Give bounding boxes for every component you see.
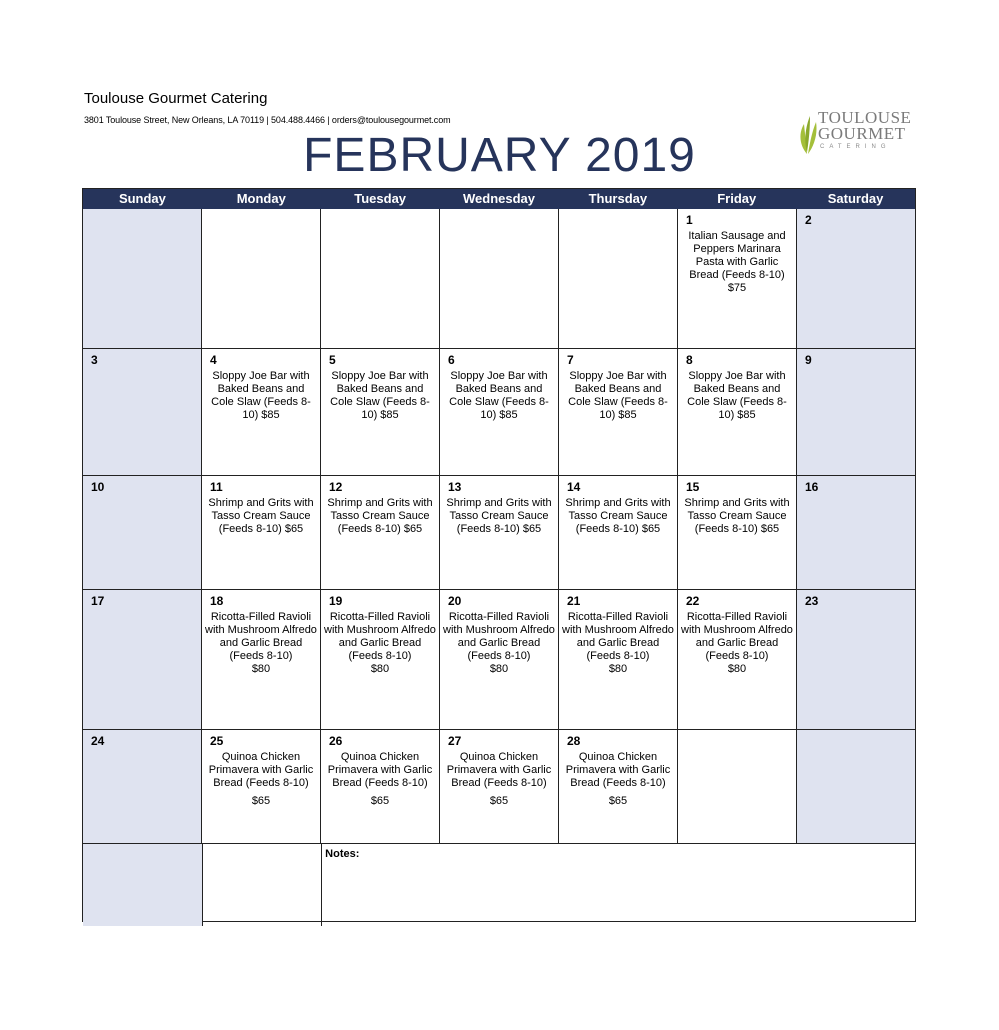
weekday-header: Tuesday	[354, 191, 407, 206]
calendar-day-cell[interactable]	[201, 590, 320, 729]
calendar-day-cell[interactable]	[677, 476, 796, 589]
day-number: 9	[805, 353, 812, 367]
menu-item: Italian Sausage and Peppers Marinara Pasta with Garlic Bread (Feeds 8-10)	[688, 230, 786, 281]
menu-item: Ricotta-Filled Ravioli with Mushroom Alfredo and Garlic Bread (Feeds 8-10)	[562, 611, 674, 662]
calendar-day-cell[interactable]	[83, 730, 201, 843]
day-number: 12	[329, 480, 343, 494]
calendar-day-cell[interactable]	[796, 349, 915, 475]
day-number: 20	[448, 594, 462, 608]
calendar-day-cell[interactable]	[558, 209, 677, 348]
logo-wordmark-line3: CATERING	[820, 144, 891, 150]
day-number: 24	[91, 734, 105, 748]
calendar-day-cell[interactable]	[83, 476, 201, 589]
notes-area[interactable]	[321, 844, 915, 926]
menu-item: Ricotta-Filled Ravioli with Mushroom Alfredo and Garlic Bread (Feeds 8-10)	[205, 611, 317, 662]
menu-item: Shrimp and Grits with Tasso Cream Sauce (Feeds 8-10) $65	[684, 497, 790, 535]
menu-item: Ricotta-Filled Ravioli with Mushroom Alfredo and Garlic Bread (Feeds 8-10)	[681, 611, 793, 662]
day-number: 11	[210, 480, 223, 494]
menu-price: $65	[608, 795, 628, 807]
menu-item: Quinoa Chicken Primavera with Garlic Bread (Feeds 8-10)	[446, 751, 552, 789]
day-number: 17	[91, 594, 105, 608]
day-number	[202, 209, 320, 227]
day-number: 16	[805, 480, 819, 494]
menu-price: $80	[370, 663, 390, 675]
day-number	[678, 730, 796, 748]
weekday-header-row	[83, 189, 915, 209]
calendar-day-cell[interactable]	[558, 590, 677, 729]
calendar-week-row	[83, 348, 915, 475]
menu-item: Quinoa Chicken Primavera with Garlic Bread (Feeds 8-10)	[327, 751, 433, 789]
menu-price: $65	[370, 795, 390, 807]
menu-price: $80	[727, 663, 747, 675]
day-number: 23	[805, 594, 819, 608]
calendar-day-cell[interactable]	[796, 476, 915, 589]
calendar-day-cell[interactable]	[320, 590, 439, 729]
calendar-day-cell[interactable]	[677, 349, 796, 475]
weekday-header: Wednesday	[463, 191, 536, 206]
day-number	[440, 209, 558, 227]
day-number: 5	[329, 353, 336, 367]
day-number: 4	[210, 353, 217, 367]
day-number	[321, 209, 439, 227]
weekday-header: Thursday	[588, 191, 648, 206]
menu-item: Shrimp and Grits with Tasso Cream Sauce (Feeds 8-10) $65	[208, 497, 314, 535]
calendar-day-cell[interactable]	[439, 476, 558, 589]
calendar-day-cell[interactable]	[83, 349, 201, 475]
calendar-day-cell[interactable]	[677, 590, 796, 729]
logo-wordmark-line2: GOURMET	[818, 124, 906, 143]
menu-item: Ricotta-Filled Ravioli with Mushroom Alfredo and Garlic Bread (Feeds 8-10)	[324, 611, 436, 662]
day-number: 10	[91, 480, 105, 494]
weekday-header: Saturday	[827, 191, 884, 206]
calendar-week-row	[83, 729, 915, 843]
calendar-week-row	[83, 475, 915, 589]
calendar-day-cell[interactable]	[796, 730, 915, 843]
calendar-day-cell[interactable]	[202, 844, 322, 926]
menu-item: Sloppy Joe Bar with Baked Beans and Cole Slaw (Feeds 8-10) $85	[568, 370, 668, 421]
weekday-header: Friday	[717, 191, 757, 206]
day-number: 27	[448, 734, 462, 748]
calendar-day-cell[interactable]	[558, 476, 677, 589]
company-logo	[796, 108, 921, 160]
company-contact-line: 3801 Toulouse Street, New Orleans, LA 70119 | 504.488.4466 | orders@toulousegourmet.com	[84, 115, 451, 125]
calendar-day-cell[interactable]	[83, 209, 201, 348]
calendar-day-cell[interactable]	[558, 349, 677, 475]
calendar-day-cell[interactable]	[796, 590, 915, 729]
day-number: 2	[805, 213, 812, 227]
menu-item: Quinoa Chicken Primavera with Garlic Bread (Feeds 8-10)	[565, 751, 671, 789]
day-number: 7	[567, 353, 574, 367]
day-number: 21	[567, 594, 581, 608]
month-title: FEBRUARY 2019	[303, 129, 696, 182]
day-number: 19	[329, 594, 343, 608]
menu-item: Sloppy Joe Bar with Baked Beans and Cole Slaw (Feeds 8-10) $85	[687, 370, 787, 421]
weekday-header: Sunday	[118, 191, 166, 206]
day-number: 15	[686, 480, 700, 494]
day-number: 14	[567, 480, 581, 494]
day-number: 25	[210, 734, 224, 748]
weekday-header: Monday	[236, 191, 286, 206]
calendar-day-cell[interactable]	[201, 730, 320, 843]
day-number: 1	[686, 213, 693, 227]
calendar-day-cell[interactable]	[558, 730, 677, 843]
day-number	[559, 209, 677, 227]
menu-item: Quinoa Chicken Primavera with Garlic Bread (Feeds 8-10)	[208, 751, 314, 789]
menu-price: $65	[489, 795, 509, 807]
calendar-day-cell[interactable]	[320, 730, 439, 843]
menu-price: $80	[489, 663, 509, 675]
leaf-icon	[796, 112, 818, 156]
menu-price: $65	[251, 795, 271, 807]
calendar-day-cell[interactable]	[201, 209, 320, 348]
menu-item: Shrimp and Grits with Tasso Cream Sauce (Feeds 8-10) $65	[446, 497, 552, 535]
calendar-day-cell[interactable]	[320, 476, 439, 589]
day-number: 6	[448, 353, 455, 367]
calendar-week-row	[83, 589, 915, 729]
calendar-day-cell[interactable]	[677, 209, 796, 348]
day-number: 13	[448, 480, 462, 494]
day-number: 3	[91, 353, 98, 367]
day-number: 8	[686, 353, 693, 367]
menu-price: $80	[251, 663, 271, 675]
calendar-day-cell[interactable]	[796, 209, 915, 348]
menu-item: Sloppy Joe Bar with Baked Beans and Cole Slaw (Feeds 8-10) $85	[211, 370, 311, 421]
calendar-day-cell[interactable]	[201, 476, 320, 589]
menu-item: Shrimp and Grits with Tasso Cream Sauce (Feeds 8-10) $65	[327, 497, 433, 535]
company-name: Toulouse Gourmet Catering	[84, 90, 268, 107]
notes-row	[83, 843, 915, 926]
calendar-day-cell[interactable]	[320, 349, 439, 475]
menu-item: Sloppy Joe Bar with Baked Beans and Cole Slaw (Feeds 8-10) $85	[449, 370, 549, 421]
menu-item: Ricotta-Filled Ravioli with Mushroom Alfredo and Garlic Bread (Feeds 8-10)	[443, 611, 555, 662]
calendar-day-cell[interactable]	[320, 209, 439, 348]
calendar-day-cell[interactable]	[439, 730, 558, 843]
calendar-day-cell[interactable]	[83, 590, 201, 729]
calendar-day-cell[interactable]	[677, 730, 796, 843]
day-number: 18	[210, 594, 224, 608]
day-number: 26	[329, 734, 343, 748]
menu-price: $80	[608, 663, 628, 675]
calendar-day-cell[interactable]	[439, 590, 558, 729]
calendar-day-cell[interactable]	[439, 209, 558, 348]
day-number: 22	[686, 594, 700, 608]
month-calendar	[82, 188, 916, 922]
notes-label: Notes:	[325, 848, 360, 860]
day-number	[83, 209, 201, 227]
day-number	[797, 730, 915, 748]
calendar-day-cell[interactable]	[83, 844, 202, 926]
day-number: 28	[567, 734, 581, 748]
logo-wordmark-line1: TOULOUSE	[818, 108, 912, 127]
calendar-week-row	[83, 209, 915, 348]
calendar-day-cell[interactable]	[439, 349, 558, 475]
calendar-day-cell[interactable]	[201, 349, 320, 475]
menu-price: $75	[727, 282, 747, 294]
menu-item: Shrimp and Grits with Tasso Cream Sauce (Feeds 8-10) $65	[565, 497, 671, 535]
menu-item: Sloppy Joe Bar with Baked Beans and Cole Slaw (Feeds 8-10) $85	[330, 370, 430, 421]
